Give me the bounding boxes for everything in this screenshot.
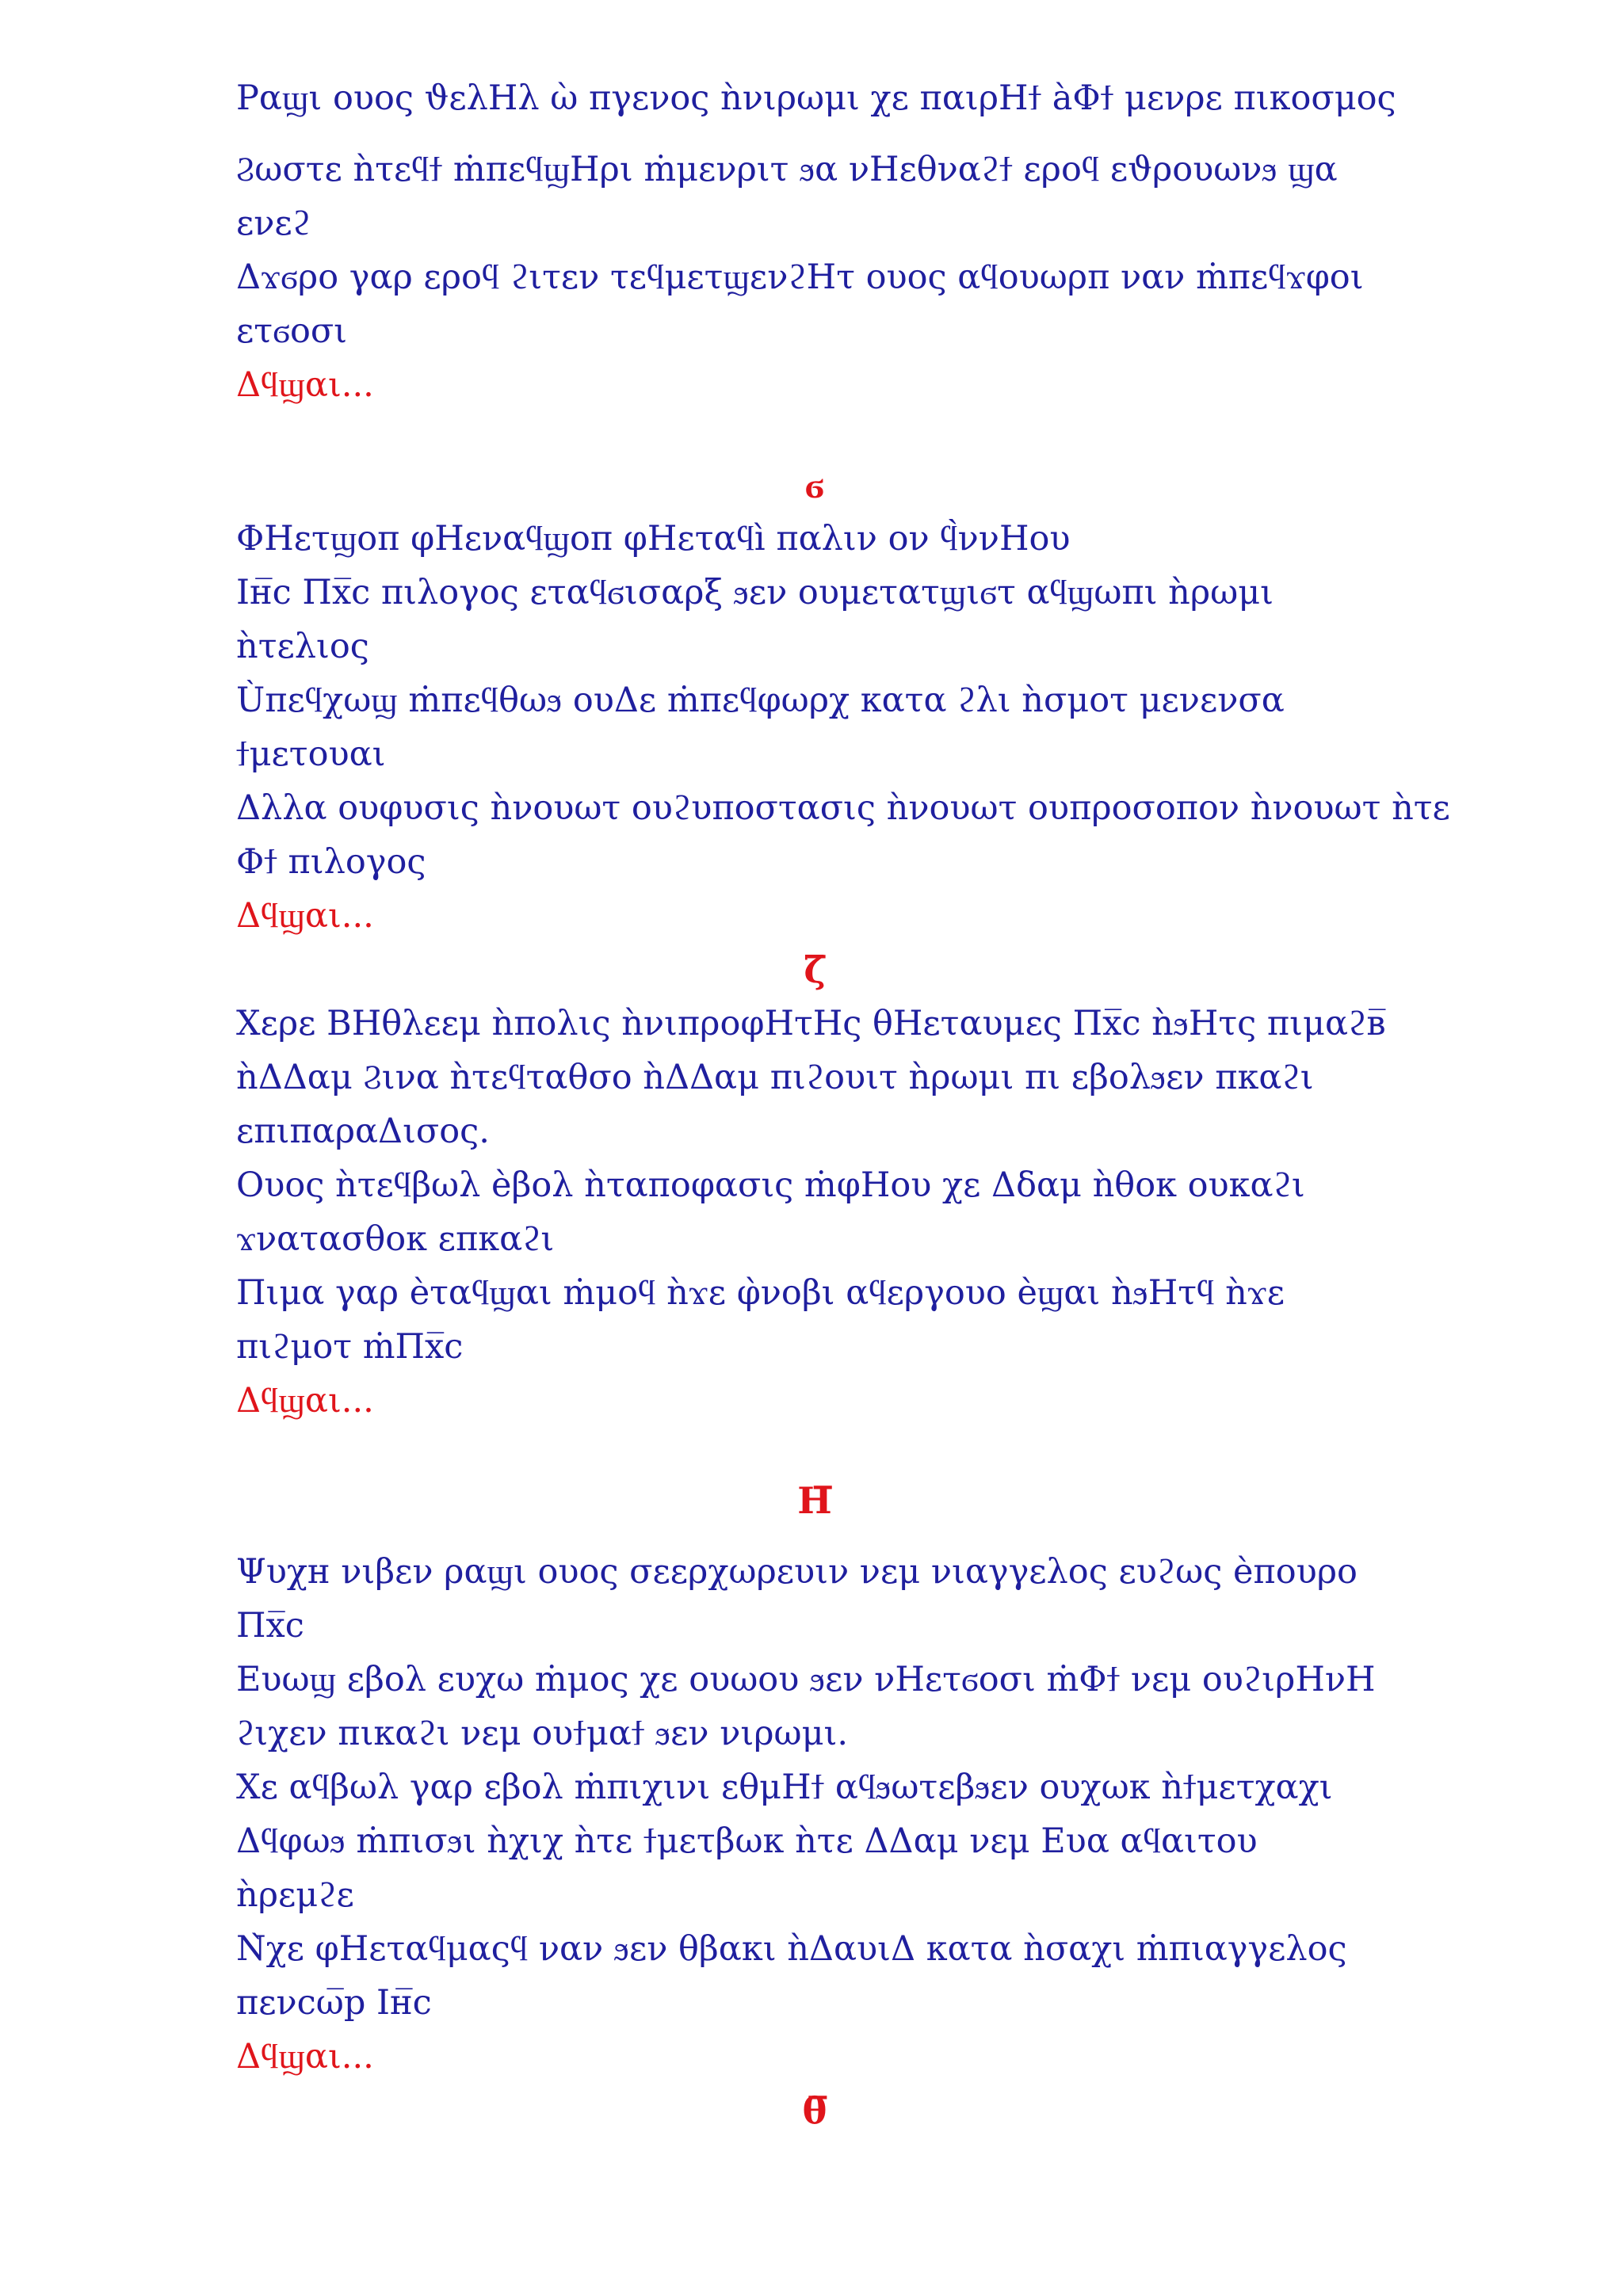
spacer [236, 412, 1393, 458]
verse-line: πιϩμοτ ṁΠх̅с [236, 1327, 464, 1367]
verse-line: ετϭοσι [236, 311, 348, 351]
verse-line: ϩιχεν πικαϩι νεμ ουϯμαϯ ϧεν νιρωμι. [236, 1714, 849, 1753]
refrain: Δϥϣαι... [236, 2037, 374, 2077]
stanza-8 [236, 1474, 1393, 2084]
refrain: Δϥϣαι... [236, 365, 374, 405]
verse-line: Φϯ πιλογος [236, 842, 426, 882]
verse-line: Ùπεϥχωϣ ṁπεϥθωϧ ουΔε ṁπεϥφωρχ κατα ϩλι ǹσμοτ μενενσα [236, 681, 1285, 720]
hymn-page [236, 71, 1450, 2138]
verse-line: ǹΔΔαμ Ϩινα ǹτεϥταθσο ǹΔΔαμ πιϩουιτ ǹρωμι πι εβολϧεν πκαϩι [236, 1058, 1314, 1097]
stanza-7 [236, 943, 1393, 1428]
verse-line: Ψυχн νιβεν ραϣι ουος σεερχωρευιν νεμ νιαγγελος ευϩως ѐπουρο [236, 1552, 1358, 1592]
verse-line: ενεϩ [236, 204, 311, 243]
verse-line: ǹρεμϩε [236, 1875, 354, 1915]
spacer [236, 125, 1393, 143]
verse-line: επιπαραΔισος. [236, 1112, 490, 1151]
verse-line: Δλλα ουφυσις ǹνουωτ ουϩυποστασις ǹνουωτ ουπροσοπον ǹνουωτ ǹτε [236, 788, 1450, 828]
verse-line: Χερε ΒΗθλεεμ ǹπολις ǹνιπροφΗτΗς θΗεταυμες Πх̅с ǹϧΗτς πιμαϩв̅ [236, 1004, 1386, 1043]
verse-line: πενсω̅р Ιн̅с [236, 1983, 432, 2023]
stanza-9 [236, 2084, 1393, 2138]
verse-line: Πх̅с [236, 1606, 304, 1646]
verse-line: Ουος ǹτεϥβωλ ѐβολ ǹταποφασις ṁφΗου χε Δδαμ ǹθοκ ουκαϩι [236, 1165, 1305, 1205]
verse-line: ϯμετουαι [236, 734, 386, 774]
refrain: Δϥϣαι... [236, 1381, 374, 1421]
stanza-number: ϭ [805, 463, 824, 506]
stanza-number: ζ̅ [804, 948, 826, 991]
verse-line: Πιμα γαρ ѐταϥϣαι ṁμοϥ ǹϫε φ̀νοβι αϥεργουο ѐϣαι ǹϧΗτϥ ǹϫε [236, 1273, 1285, 1313]
verse-line: Δϫϭρο γαρ εροϥ ϩιτεν τεϥμετϣενϩΗτ ουος αϥουωρπ ναν ṁπεϥϫφοι [236, 257, 1364, 297]
verse-line: ΦΗετϣοπ φΗεναϥϣοπ φΗεταϥì παλιν ον ϥ̀ννΗου [236, 519, 1071, 559]
verse-line: ϫνατασθοκ επκαϩι [236, 1219, 555, 1259]
verse-line: Χε αϥβωλ γαρ εβολ ṁπιχινι εθμΗϯ αϥϧωτεβϧεν ουχωκ ǹϯμετχαχι [236, 1768, 1333, 1807]
spacer [236, 1428, 1393, 1474]
stanza-number: θ̅ [802, 2089, 827, 2132]
verse-line: Ν̀χε φΗεταϥμαςϥ ναν ϧεν θβακι ǹΔαυιΔ κατα ǹσαχι ṁπιαγγελος [236, 1929, 1347, 1969]
verse-line: ǹτελιος [236, 627, 369, 666]
stanza-6 [236, 458, 1450, 943]
verse-line: Ιн̅с Πх̅с πιλογος εταϥϭισαρξ ϧεν ουμετατϣιϭτ αϥϣωπι ǹρωμι [236, 573, 1274, 612]
verse-line: Ευωϣ εβολ ευχω ṁμος χε ουωου ϧεν νΗετϭοσι ṁΦϯ νεμ ουϩιρΗνΗ [236, 1660, 1376, 1699]
verse-line: Δϥφωϧ ṁπισϧι ǹχιχ ǹτε ϯμετβωκ ǹτε ΔΔαμ νεμ Ευα αϥαιτου [236, 1821, 1258, 1861]
stanza-number: Η̅ [797, 1479, 832, 1522]
verse-line: Ϩωστε ǹτεϥϯ ṁπεϥϣΗρι ṁμενριτ ϧα νΗεθναϩϯ εροϥ εϑρουωνϧ ϣα [236, 150, 1338, 189]
stanza-a [236, 143, 1393, 412]
spacer [236, 1527, 1393, 1545]
refrain: Δϥϣαι... [236, 896, 374, 936]
intro-line: Ραϣι ουος ϑελΗλ ὼ πγενος ǹνιρωμι χε παιρΗϯ àΦϯ μενρε πικοσμος [236, 78, 1396, 118]
